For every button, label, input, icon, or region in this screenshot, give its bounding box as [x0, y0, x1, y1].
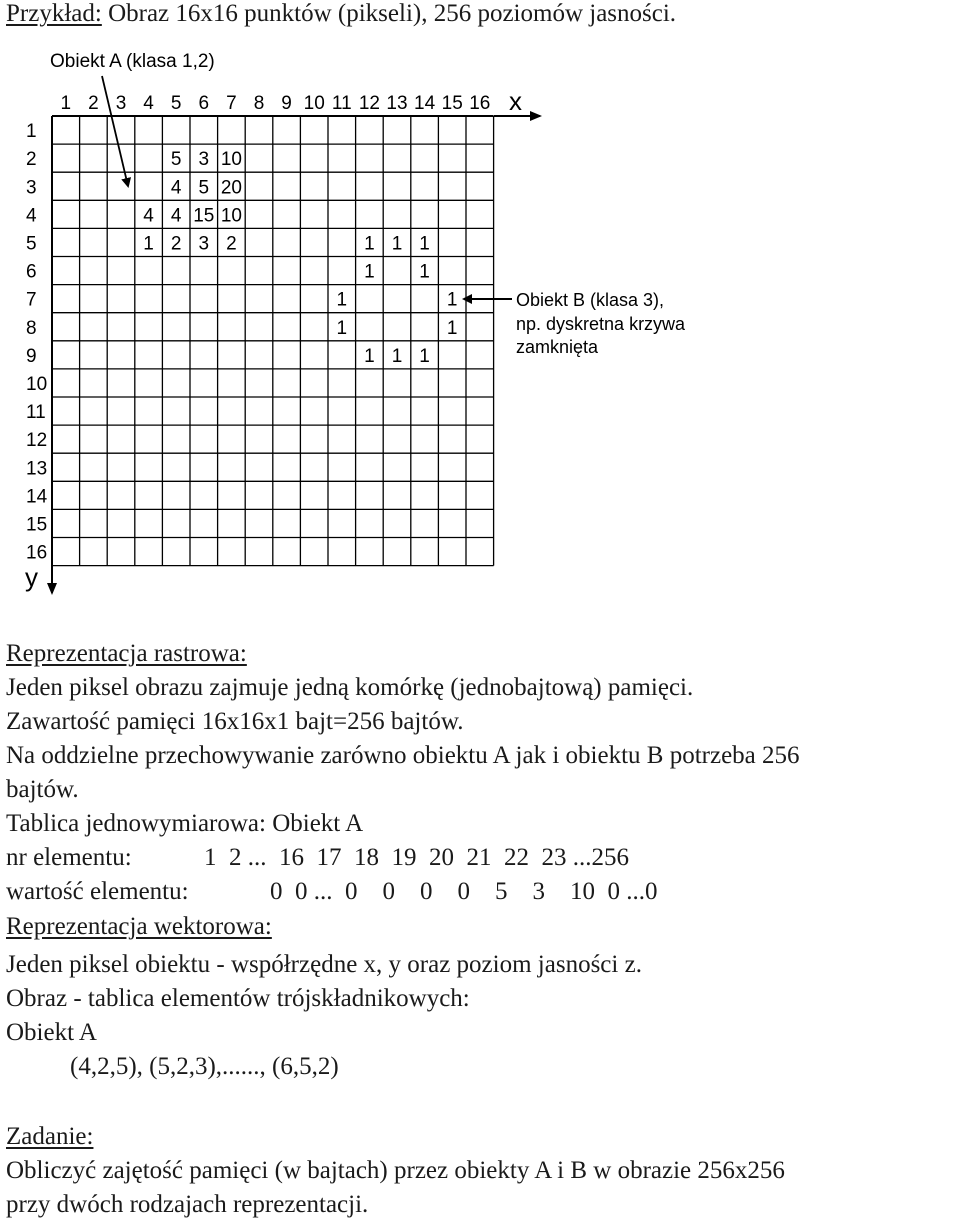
y-tick-label: 11 — [26, 402, 46, 424]
y-axis-label: y — [25, 562, 38, 592]
x-tick-label: 12 — [358, 93, 380, 114]
pixel-value: 1 — [336, 317, 348, 339]
x-tick-label: 5 — [170, 93, 182, 114]
pixel-value: 4 — [170, 177, 182, 199]
raster-heading: Reprezentacja rastrowa: — [6, 640, 247, 667]
element-value-values: 0 0 ... 0 0 0 0 5 3 10 0 ...0 — [270, 878, 658, 905]
pixel-value: 10 — [220, 205, 242, 227]
y-tick-label: 4 — [26, 205, 37, 227]
pixel-value: 1 — [364, 261, 375, 283]
pixel-value: 1 — [446, 317, 458, 339]
vector-heading: Reprezentacja wektorowa: — [6, 913, 272, 940]
raster-line-2: Zawartość pamięci 16x16x1 bajt=256 bajtów. — [6, 708, 464, 735]
pixel-value: 5 — [170, 149, 182, 171]
pixel-value: 1 — [419, 233, 430, 255]
pixel-value: 1 — [364, 233, 375, 255]
x-tick-label: 10 — [303, 93, 325, 114]
pixel-value: 2 — [226, 233, 237, 255]
x-tick-label: 14 — [414, 93, 436, 114]
y-axis-labels — [26, 121, 48, 564]
vector-line-2: Obraz - tablica elementów trójskładnikowych: — [6, 985, 470, 1012]
x-tick-label: 16 — [469, 93, 491, 114]
x-tick-label: 11 — [331, 93, 352, 114]
pixel-value: 1 — [143, 233, 154, 255]
x-tick-label: 9 — [281, 93, 292, 114]
x-tick-label: 8 — [253, 93, 265, 114]
y-tick-label: 12 — [26, 430, 48, 452]
pixel-value: 3 — [198, 149, 210, 171]
pixel-value: 4 — [143, 205, 154, 227]
x-tick-label: 1 — [60, 93, 72, 114]
task-line-2: przy dwóch rodzajach reprezentacji. — [6, 1191, 369, 1218]
y-tick-label: 16 — [26, 542, 48, 564]
object-b-line-2: np. dyskretna krzywa — [516, 314, 686, 334]
pixel-value: 5 — [198, 177, 210, 199]
pixel-value: 15 — [193, 205, 215, 227]
y-tick-label: 9 — [26, 345, 37, 367]
y-tick-label: 3 — [26, 177, 37, 199]
vector-line-1: Jeden piksel obiektu - współrzędne x, y oraz poziom jasności z. — [6, 951, 642, 978]
raster-line-3b: bajtów. — [6, 776, 79, 803]
pixel-value: 10 — [220, 149, 242, 171]
raster-line-1: Jeden piksel obrazu zajmuje jedną komórkę (jednobajtową) pamięci. — [6, 674, 694, 701]
y-tick-label: 14 — [26, 486, 48, 508]
x-axis-label: x — [509, 86, 522, 116]
pixel-value: 1 — [336, 289, 348, 311]
y-tick-label: 6 — [26, 261, 37, 283]
element-number-label: nr elementu: — [6, 844, 132, 871]
element-value-label: wartość elementu: — [6, 878, 189, 905]
x-axis-labels — [61, 93, 491, 114]
x-tick-label: 13 — [386, 93, 408, 114]
grid-lines — [52, 116, 494, 566]
x-tick-label: 6 — [198, 93, 210, 114]
task-line-1: Obliczyć zajętość pamięci (w bajtach) przez obiekty A i B w obrazie 256x256 — [6, 1157, 785, 1184]
header-label: Przykład: — [6, 0, 102, 27]
pixel-value: 1 — [419, 261, 430, 283]
y-tick-label: 10 — [26, 373, 48, 395]
x-tick-label: 4 — [143, 93, 154, 114]
pixel-value: 20 — [220, 177, 242, 199]
element-number-values: 1 2 ... 16 17 18 19 20 21 22 23 ...256 — [204, 844, 629, 871]
pixel-value: 3 — [198, 233, 210, 255]
header-text: Obraz 16x16 punktów (pikseli), 256 poziomów jasności. — [101, 0, 677, 27]
y-tick-label: 1 — [26, 121, 37, 143]
object-b-line-3: zamknięta — [516, 337, 599, 357]
pixel-value: 2 — [170, 233, 182, 255]
raster-line-4: Tablica jednowymiarowa: Obiekt A — [6, 810, 364, 837]
object-a-label: Obiekt A (klasa 1,2) — [50, 51, 215, 72]
vector-line-4: (4,2,5), (5,2,3),......, (6,5,2) — [70, 1053, 339, 1080]
y-tick-label: 5 — [26, 233, 37, 255]
vector-line-3: Obiekt A — [6, 1019, 97, 1046]
pixel-value: 1 — [391, 345, 403, 367]
raster-line-3a: Na oddzielne przechowywanie zarówno obiektu A jak i obiektu B potrzeba 256 — [6, 742, 800, 769]
x-tick-label: 2 — [88, 93, 99, 114]
y-tick-label: 2 — [26, 149, 37, 171]
pixel-value: 4 — [170, 205, 182, 227]
pixel-value: 1 — [364, 345, 375, 367]
task-heading: Zadanie: — [6, 1123, 94, 1150]
x-tick-label: 3 — [115, 93, 127, 114]
pixel-value: 1 — [391, 233, 403, 255]
y-tick-label: 13 — [26, 458, 48, 480]
pixel-value: 1 — [446, 289, 458, 311]
pixel-value: 1 — [419, 345, 430, 367]
y-tick-label: 7 — [26, 289, 37, 311]
y-tick-label: 15 — [26, 514, 48, 536]
object-b-line-1: Obiekt B (klasa 3), — [516, 290, 665, 310]
x-tick-label: 15 — [441, 93, 463, 114]
x-tick-label: 7 — [226, 93, 237, 114]
y-tick-label: 8 — [26, 317, 37, 339]
